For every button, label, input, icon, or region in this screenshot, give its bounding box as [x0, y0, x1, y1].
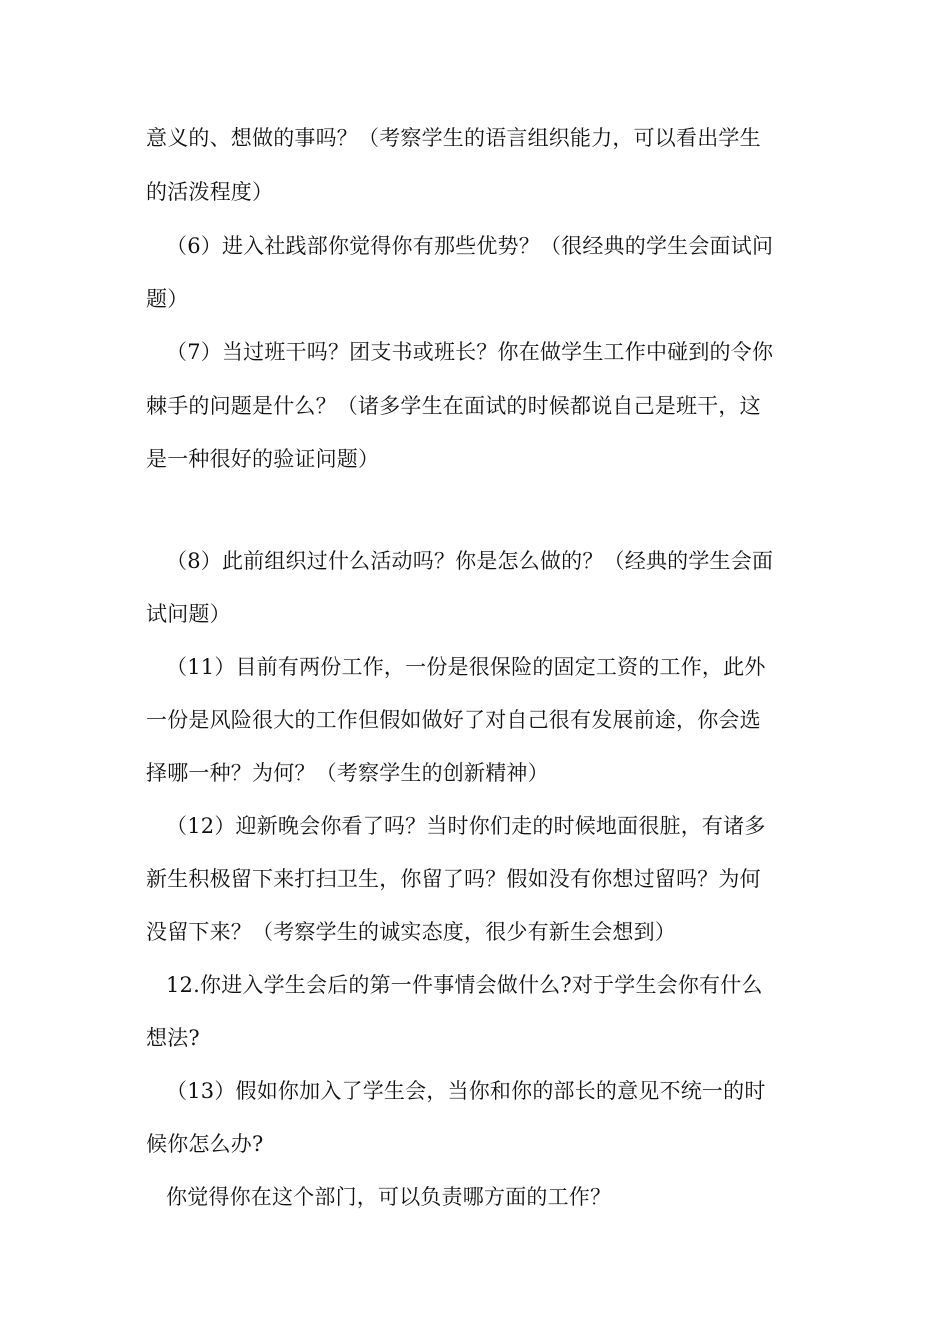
paragraph-line: 棘手的问题是什么？（诸多学生在面试的时候都说自己是班干，这	[146, 394, 761, 418]
paragraph-line: 题）	[146, 287, 189, 311]
question-13-line: （13）假如你加入了学生会，当你和你的部长的意见不统一的时	[166, 1079, 766, 1103]
paragraph-line: 新生积极留下来打扫卫生，你留了吗？假如没有你想过留吗？为何	[146, 867, 761, 891]
paragraph-line: 一份是风险很大的工作但假如做好了对自己很有发展前途，你会选	[146, 708, 761, 732]
paragraph-line: 试问题）	[146, 602, 231, 626]
paragraph-line: 候你怎么办?	[146, 1132, 264, 1156]
paragraph-line: 的活泼程度）	[146, 180, 274, 204]
question-12b-line: 12.你进入学生会后的第一件事情会做什么?对于学生会你有什么	[166, 973, 763, 997]
paragraph-line: 想法?	[146, 1026, 200, 1050]
question-final-line: 你觉得你在这个部门，可以负责哪方面的工作？	[166, 1185, 612, 1209]
paragraph-line: 是一种很好的验证问题）	[146, 447, 380, 471]
question-8-line: （8）此前组织过什么活动吗？你是怎么做的？（经典的学生会面	[166, 549, 774, 573]
question-7-line: （7）当过班干吗？团支书或班长？你在做学生工作中碰到的令你	[166, 340, 774, 364]
paragraph-line: 意义的、想做的事吗？（考察学生的语言组织能力，可以看出学生	[146, 126, 761, 150]
question-6-line: （6）进入社践部你觉得你有那些优势？（很经典的学生会面试问	[166, 234, 774, 258]
question-11-line: （11）目前有两份工作，一份是很保险的固定工资的工作，此外	[166, 655, 766, 679]
paragraph-line: 择哪一种？为何？（考察学生的创新精神）	[146, 761, 549, 785]
paragraph-line: 没留下来？（考察学生的诚实态度，很少有新生会想到）	[146, 920, 676, 944]
question-12-line: （12）迎新晚会你看了吗？当时你们走的时候地面很脏，有诸多	[166, 814, 766, 838]
